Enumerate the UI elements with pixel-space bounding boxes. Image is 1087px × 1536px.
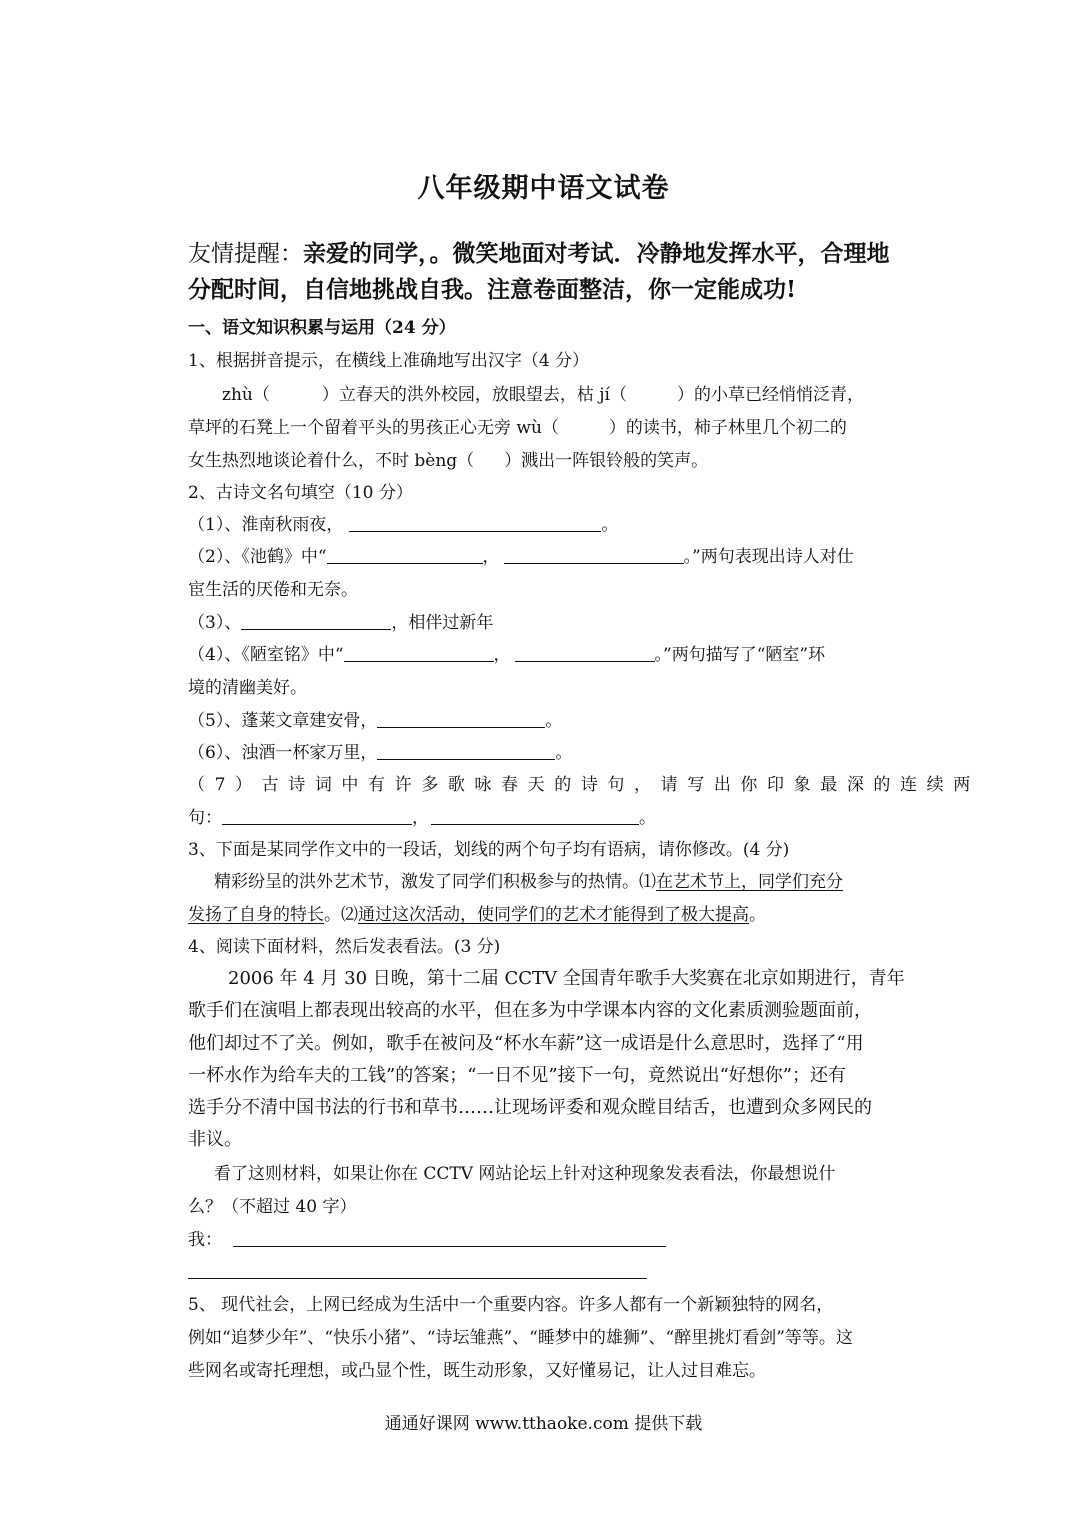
q2-text: ， (482, 547, 500, 567)
q2-answer-blank[interactable] (377, 709, 545, 728)
q2-text: 。 (545, 711, 563, 731)
q4-prompt-line: 看了这则材料，如果让你在 CCTV 网站论坛上针对这种现象发表看法，你最想说什 (214, 1164, 836, 1184)
q2-text: 。 (639, 808, 656, 828)
q4-answer-line[interactable] (233, 1246, 666, 1247)
q2-item-7-cont (188, 806, 903, 830)
q2-item-4-cont: 境的清幽美好。 (188, 678, 307, 698)
q2-text: （1）、淮南秋雨夜， (188, 515, 344, 535)
q1-line1 (222, 383, 903, 407)
q3-faulty-sentence-1: 在艺术节上，同学们充分 (656, 872, 843, 892)
q2-text: （5）、蓬莱文章建安骨， (188, 711, 378, 731)
q1-text: ）溅出一阵银铃般的笑声。 (504, 451, 709, 471)
q2-text: （2）、《池鹤》中“ (188, 547, 327, 567)
section-heading: 一、语文知识积累与运用（24 分） (188, 318, 456, 338)
page-footer: 通通好课网 www.tthaoke.com 提供下载 (384, 1414, 703, 1434)
q4-material-line: 选手分不清中国书法的行书和草书……让现场评委和观众瞠目结舌，也遭到众多网民的 (188, 1097, 872, 1118)
q2-text: ， (412, 808, 429, 828)
q1-text: ）的读书，柿子林里几个初二的 (608, 418, 847, 438)
q4-answer-line[interactable] (188, 1278, 647, 1279)
q2-text: 。 (601, 515, 619, 535)
q1-text: 草坪的石凳上一个留着平头的男孩正心无旁 wù（ (188, 418, 559, 438)
q2-item-6 (188, 741, 903, 765)
q2-item-7: （7）古诗词中有许多歌咏春天的诗句，请写出你印象最深的连续两 (188, 775, 980, 795)
q4-material-line: 他们却过不了关。例如，歌手在被问及“杯水车薪”这一成语是什么意思时，选择了“用 (188, 1033, 864, 1054)
q3-text: 。⑵ (324, 905, 358, 925)
q2-text: ，相伴过新年 (391, 613, 494, 633)
q2-item-4 (188, 643, 903, 667)
q5-line: 例如“追梦少年”、“快乐小猪”、“诗坛雏燕”、“睡梦中的雄狮”、“醉里挑灯看剑”等等。这 (188, 1328, 853, 1348)
friendly-reminder (188, 236, 903, 307)
q5-line: 些网名或寄托理想，或凸显个性，既生动形象，又好懂易记，让人过目难忘。 (188, 1361, 766, 1381)
q2-text: 句： (188, 808, 222, 828)
q3-text: 精彩纷呈的洪外艺术节，激发了同学们积极参与的热情。⑴ (214, 872, 656, 892)
q4-material-line: 一杯水作为给车夫的工钱”的答案；“一日不见”接下一句，竟然说出“好想你”；还有 (188, 1065, 847, 1086)
q2-text: （6）、浊酒一杯家万里， (188, 743, 378, 763)
q1-text: zhù（ (222, 385, 270, 405)
q3-passage-line1 (214, 870, 903, 894)
q1-line3 (188, 449, 903, 473)
q2-answer-blank[interactable] (349, 513, 601, 532)
q2-item-2 (188, 545, 903, 569)
q2-answer-blank[interactable] (377, 741, 555, 760)
q2-item-2-cont: 宦生活的厌倦和无奈。 (188, 580, 358, 600)
q4-material-line: 非议。 (188, 1129, 242, 1150)
q2-answer-blank[interactable] (222, 806, 412, 825)
q3-stem: 3、下面是某同学作文中的一段话，划线的两个句子均有语病，请你修改。(4 分) (188, 840, 790, 860)
q2-answer-blank[interactable] (344, 643, 494, 662)
q2-item-1 (188, 513, 903, 537)
q3-faulty-sentence-2: 通过这次活动，使同学们的艺术才能得到了极大提高 (358, 905, 749, 925)
q3-text: 。 (749, 905, 766, 925)
q3-faulty-sentence-1-cont: 发扬了自身的特长 (188, 905, 324, 925)
q2-item-3 (188, 611, 903, 635)
q4-prompt-line: 么？（不超过 40 字） (188, 1197, 357, 1217)
q4-answer-label: 我： (188, 1230, 222, 1250)
q1-text: ）的小草已经悄悄泛青， (676, 385, 864, 405)
q2-answer-blank[interactable] (241, 611, 391, 630)
reminder-label: 友情提醒： (188, 241, 303, 267)
q2-answer-blank[interactable] (327, 545, 483, 564)
q2-text: 。”两句描写了“陋室”环 (654, 645, 826, 665)
q3-passage-line2 (188, 903, 903, 927)
q5-line: 5、 现代社会，上网已经成为生活中一个重要内容。许多人都有一个新颖独特的网名， (188, 1295, 834, 1315)
exam-title: 八年级期中语文试卷 (417, 173, 670, 204)
q2-text: 。 (555, 743, 573, 763)
q2-text: （4）、《陋室铭》中“ (188, 645, 344, 665)
q2-text: 。”两句表现出诗人对仕 (683, 547, 854, 567)
q1-stem: 1、根据拼音提示，在横线上准确地写出汉字（4 分） (188, 351, 590, 371)
q1-text: 女生热烈地谈论着什么，不时 bèng（ (188, 451, 475, 471)
q2-answer-blank[interactable] (504, 545, 684, 564)
q2-item-5 (188, 709, 903, 733)
q2-stem: 2、古诗文名句填空（10 分） (188, 483, 413, 503)
q2-text: （3）、 (188, 613, 242, 633)
q4-material-line: 2006 年 4 月 30 日晚，第十二届 CCTV 全国青年歌手大奖赛在北京如期进行，青年 (228, 968, 905, 989)
q2-text: ， (493, 645, 511, 665)
q1-text: ）立春天的洪外校园，放眼望去，枯 jí（ (321, 385, 627, 405)
q4-material-line: 歌手们在演唱上都表现出较高的水平，但在多为中学课本内容的文化素质测验题面前， (188, 1000, 872, 1021)
q1-line2 (188, 416, 903, 440)
reminder-text: 亲爱的同学，。微笑地面对考试．冷静地发挥水平，合理地分配时间，自信地挑战自我。注意卷面整洁，你一定能成功! (188, 240, 890, 303)
q2-answer-blank[interactable] (431, 806, 639, 825)
q2-answer-blank[interactable] (515, 643, 655, 662)
q4-stem: 4、阅读下面材料，然后发表看法。(3 分) (188, 937, 501, 957)
